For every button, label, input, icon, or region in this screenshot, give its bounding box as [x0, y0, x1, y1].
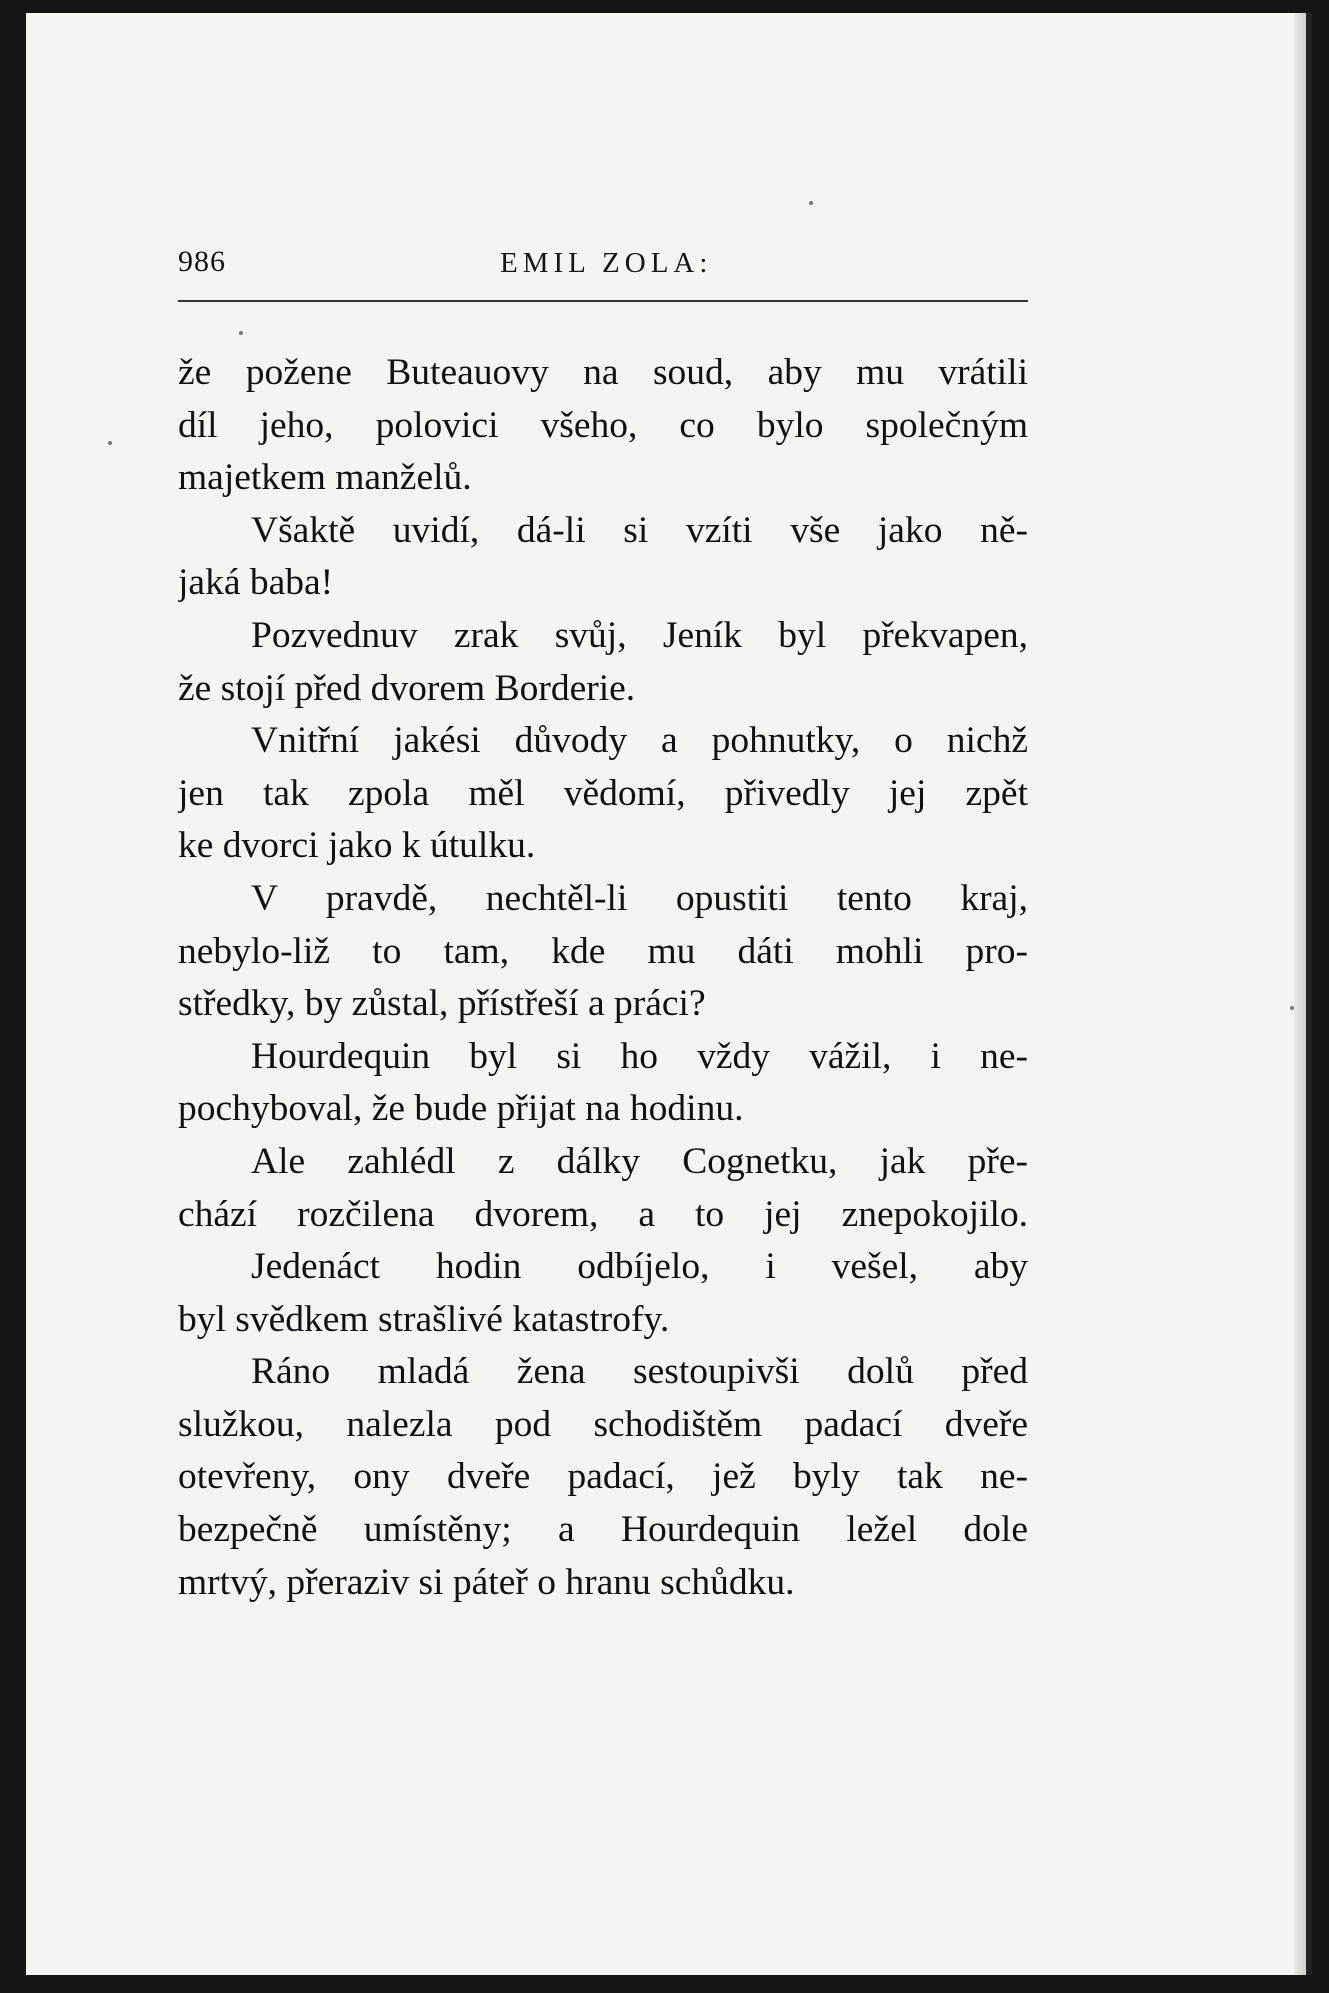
dust-speck [108, 441, 112, 445]
dust-speck [239, 331, 243, 335]
running-title: EMIL ZOLA: [500, 247, 713, 279]
text-line: bezpečně umístěny; a Hourdequin ležel dole [178, 1509, 1028, 1551]
text-line: Hourdequin byl si ho vždy vážil, i ne- [251, 1035, 1028, 1077]
text-line: byl svědkem strašlivé katastrofy. [178, 1298, 670, 1340]
body-text [178, 347, 1028, 1609]
page-number: 986 [178, 245, 226, 278]
dust-speck [809, 201, 813, 205]
text-line: nebylo-liž to tam, kde mu dáti mohli pro- [178, 930, 1028, 972]
text-line: majetkem manželů. [178, 457, 472, 499]
text-line: služkou, nalezla pod schodištěm padací dveře [178, 1403, 1028, 1445]
text-line: mrtvý, přeraziv si páteř o hranu schůdku. [178, 1561, 795, 1603]
text-line: chází rozčilena dvorem, a to jej znepokojilo. [178, 1193, 1028, 1235]
page-header [178, 245, 1063, 295]
text-line: Ale zahlédl z dálky Cognetku, jak pře- [251, 1140, 1028, 1182]
text-line: středky, by zůstal, přístřeší a práci? [178, 983, 706, 1025]
text-line: Ráno mladá žena sestoupivši dolů před [251, 1351, 1028, 1393]
text-line: že požene Buteauovy na soud, aby mu vrátili [178, 352, 1028, 393]
text-line: Pozvednuv zrak svůj, Jeník byl překvapen, [251, 614, 1028, 656]
header-rule [178, 300, 1028, 302]
text-line: Všaktě uvidí, dá-li si vzíti vše jako ně- [251, 509, 1028, 551]
dust-speck [1290, 1006, 1294, 1010]
text-line: díl jeho, polovici všeho, co bylo společným [178, 404, 1028, 446]
text-line: že stojí před dvorem Borderie. [178, 667, 636, 709]
text-line: V pravdě, nechtěl-li opustiti tento kraj, [251, 877, 1028, 919]
text-line: pochyboval, že bude přijat na hodinu. [178, 1088, 744, 1130]
text-line: ke dvorci jako k útulku. [178, 825, 536, 867]
text-line: Jedenáct hodin odbíjelo, i vešel, aby [251, 1246, 1028, 1288]
text-line: jen tak zpola měl vědomí, přivedly jej zpět [178, 772, 1028, 814]
text-line: jaká baba! [178, 562, 334, 604]
text-line: otevřeny, ony dveře padací, jež byly tak ne- [178, 1456, 1028, 1498]
text-line: Vnitřní jakési důvody a pohnutky, o nichž [251, 720, 1028, 762]
page-edge [1294, 13, 1306, 1975]
